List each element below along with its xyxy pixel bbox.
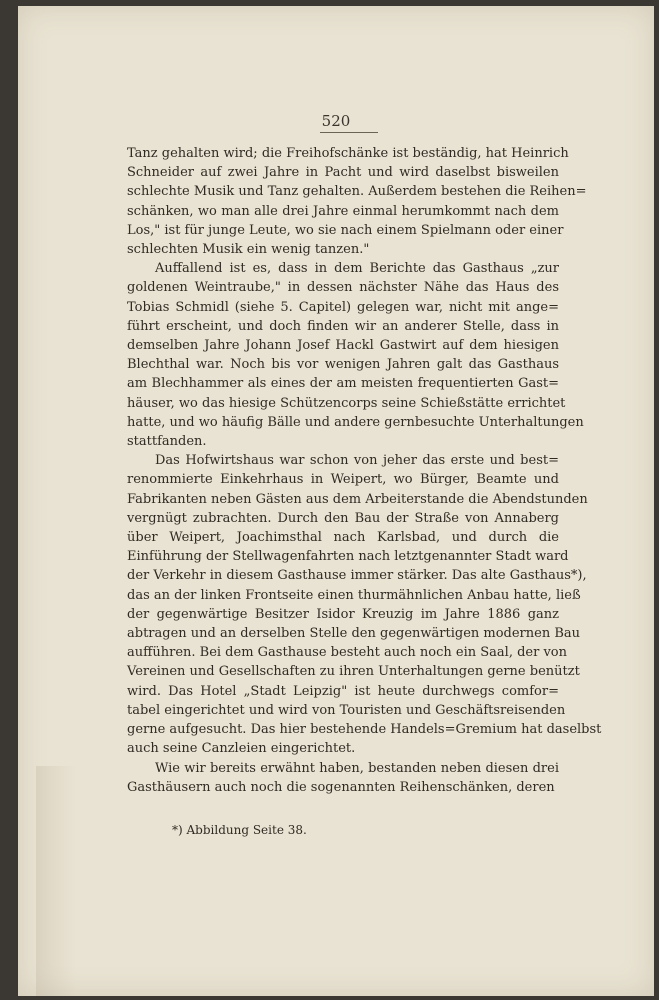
- text-line: vergnügt zubrachten. Durch den Bau der Straße von Annaberg: [127, 510, 559, 526]
- text-line: Auffallend ist es, dass in dem Berichte das Gasthaus „zur: [155, 261, 559, 277]
- text-line: wird. Das Hotel „Stadt Leipzig" ist heute durchwegs comfor=: [127, 683, 559, 699]
- text-line: Wie wir bereits erwähnt haben, bestanden neben diesen drei: [155, 760, 559, 776]
- page-number: 520: [321, 112, 351, 130]
- page-number-rule: [320, 132, 378, 133]
- text-line: Tanz gehalten wird; die Freihofschänke ist beständig, hat Heinrich: [127, 146, 569, 161]
- paragraph: [127, 451, 602, 758]
- text-line: gerne aufgesucht. Das hier bestehende Handels=Gremium hat daselbst: [127, 722, 602, 738]
- page-stain: [36, 766, 76, 996]
- text-line: schlechte Musik und Tanz gehalten. Außerdem bestehen die Reihen=: [127, 184, 587, 200]
- text-line: Tobias Schmidl (siehe 5. Capitel) gelegen war, nicht mit ange=: [127, 299, 559, 315]
- text-line: Gasthäusern auch noch die sogenannten Reihenschänken, deren: [127, 779, 555, 795]
- text-line: über Weipert, Joachimsthal nach Karlsbad, und durch die: [127, 530, 559, 546]
- text-line: das an der linken Frontseite einen thurmähnlichen Anbau hatte, ließ: [127, 587, 581, 603]
- text-line: auch seine Canzleien eingerichtet.: [127, 741, 356, 757]
- text-line: Einführung der Stellwagenfahrten nach letztgenannter Stadt ward: [127, 549, 569, 565]
- footnote: *) Abbildung Seite 38.: [172, 823, 307, 837]
- text-line: Das Hofwirtshaus war schon von jeher das erste und best=: [155, 453, 559, 469]
- text-line: renommierte Einkehrhaus in Weipert, wo Bürger, Beamte und: [127, 472, 559, 488]
- text-line: stattfanden.: [127, 434, 207, 450]
- body-text: [127, 144, 602, 797]
- text-line: der Verkehr in diesem Gasthause immer stärker. Das alte Gasthaus*),: [127, 568, 587, 584]
- text-line: schänken, wo man alle drei Jahre einmal herumkommt nach dem: [127, 203, 559, 219]
- text-line: schlechten Musik ein wenig tanzen.": [127, 242, 370, 258]
- text-line: Los," ist für junge Leute, wo sie nach einem Spielmann oder einer: [127, 222, 564, 238]
- paragraph: [127, 144, 587, 259]
- text-line: der gegenwärtige Besitzer Isidor Kreuzig im Jahre 1886 ganz: [127, 606, 559, 622]
- text-line: Schneider auf zwei Jahre in Pacht und wird daselbst bisweilen: [127, 165, 559, 181]
- text-line: Fabrikanten neben Gästen aus dem Arbeiterstande die Abendstunden: [127, 491, 588, 507]
- text-line: hatte, und wo häufig Bälle und andere gernbesuchte Unterhaltungen: [127, 414, 584, 430]
- text-line: aufführen. Bei dem Gasthause besteht auch noch ein Saal, der von: [127, 645, 568, 661]
- text-line: am Blechhammer als eines der am meisten frequentierten Gast=: [127, 376, 559, 392]
- text-line: demselben Jahre Johann Josef Hackl Gastwirt auf dem hiesigen: [127, 338, 559, 354]
- text-line: führt erscheint, und doch finden wir an anderer Stelle, dass in: [127, 318, 559, 334]
- text-line: tabel eingerichtet und wird von Touristen und Geschäftsreisenden: [127, 702, 566, 718]
- paragraph: [127, 259, 584, 451]
- text-line: abtragen und an derselben Stelle den gegenwärtigen modernen Bau: [127, 626, 581, 642]
- text-line: goldenen Weintraube," in dessen nächster Nähe das Haus des: [127, 280, 559, 296]
- text-line: Blechthal war. Noch bis vor wenigen Jahren galt das Gasthaus: [127, 357, 559, 373]
- text-line: Vereinen und Gesellschaften zu ihren Unterhaltungen gerne benützt: [127, 664, 580, 680]
- paragraph: [127, 759, 559, 797]
- text-line: häuser, wo das hiesige Schützencorps seine Schießstätte errichtet: [127, 395, 566, 411]
